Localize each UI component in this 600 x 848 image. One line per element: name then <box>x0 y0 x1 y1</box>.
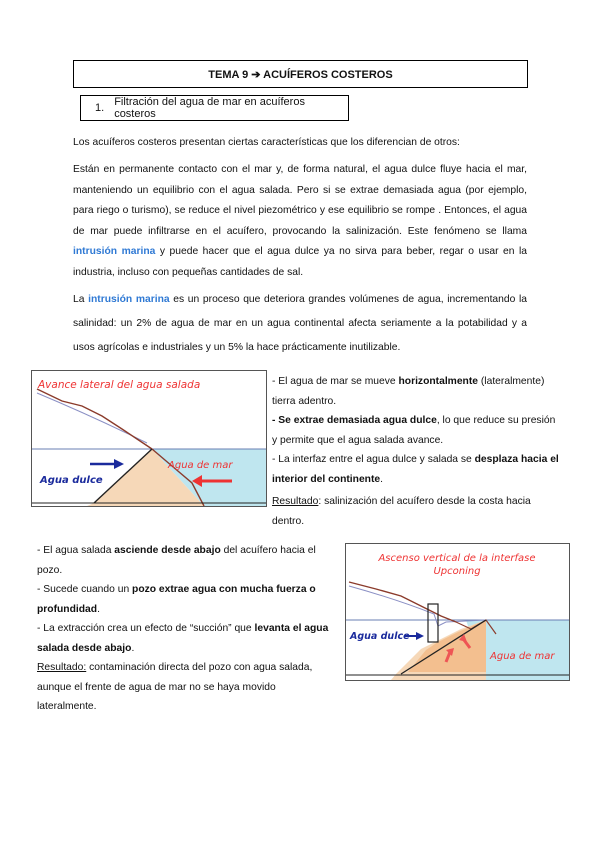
intro-paragraph <box>73 133 527 154</box>
figure2-sea-label: Agua de mar <box>490 651 555 662</box>
figure1-title: Avance lateral del agua salada <box>38 379 201 391</box>
page-title <box>73 60 528 88</box>
figure-upconing <box>345 543 570 681</box>
para2-text-b: es un proceso que deteriora grandes volúmenes de agua, incrementando la salinidad: un 2% de agua de mar en un agua continental afecta seriamente a la potabilidad y a usos agrícolas e industriales y un 5% la hace prácticamente inutilizable. <box>73 294 528 353</box>
lateral-bullets <box>272 372 562 531</box>
figure-lateral-intrusion <box>31 370 267 507</box>
para1-text-a: Están en permanente contacto con el mar y, de forma natural, el agua dulce fluye hacia el mar, manteniendo un equilibrio con el agua salada. Pero si se extrae demasiada agua (por ejemplo, para riego o turismo), se reduce el nivel piezométrico y ese equilibrio se rompe . Entonces, el agua de mar puede infiltrarse en el acuífero, provocando la salinización. Este fenómeno se llama <box>73 164 527 237</box>
bullet-2: - Se extrae demasiada agua dulce, lo que reduce su presión y permite que el agua salada avance. <box>272 415 556 446</box>
paragraph-1 <box>73 160 527 283</box>
upconing-bullets <box>37 541 337 717</box>
para1-text-b: y puede hacer que el agua dulce ya no sirva para beber, regar o usar en la industria, incluso con pequeñas cantidades de sal. <box>73 246 528 278</box>
section-title: Filtración del agua de mar en acuíferos costeros <box>114 96 305 120</box>
bullet-3: - La interfaz entre el agua dulce y salada se desplaza hacia el interior del continente. <box>272 454 559 485</box>
figure2-title-line1: Ascenso vertical de la interfase <box>378 553 536 564</box>
paragraph-2 <box>73 288 527 360</box>
figure1-diagram <box>32 371 266 506</box>
figure1-sea-label: Agua de mar <box>168 460 233 471</box>
para2-text-a: La <box>73 294 89 305</box>
figure2-diagram <box>346 544 569 680</box>
figure1-fresh-label: Agua dulce <box>40 475 103 486</box>
bullet-6: - La extracción crea un efecto de “succión” que levanta el agua salada desde abajo. <box>37 623 329 654</box>
para1-highlight: intrusión marina <box>73 246 156 257</box>
result-2: Resultado: contaminación directa del pozo con agua salada, aunque el frente de agua de mar no se haya movido lateralmente. <box>37 662 313 712</box>
section-number: 1. <box>95 102 105 114</box>
figure2-fresh-label: Agua dulce <box>350 631 410 642</box>
figure2-title-line2: Upconing <box>433 566 481 577</box>
bullet-4: - El agua salada asciende desde abajo del acuífero hacia el pozo. <box>37 545 316 576</box>
arrow-fresh <box>90 459 124 469</box>
intro-text: Los acuíferos costeros presentan ciertas características que los diferencian de otros: <box>73 137 460 148</box>
section-heading <box>80 95 349 121</box>
land-surface <box>37 389 152 449</box>
para2-highlight: intrusión marina <box>88 294 170 305</box>
title-text: TEMA 9 ➔ ACUÍFEROS COSTEROS <box>208 68 393 81</box>
result-1: Resultado: salinización del acuífero desde la costa hacia dentro. <box>272 496 531 527</box>
bullet-1: - El agua de mar se mueve horizontalmente (lateralmente) tierra adentro. <box>272 376 545 407</box>
bullet-5: - Sucede cuando un pozo extrae agua con mucha fuerza o profundidad. <box>37 584 316 615</box>
